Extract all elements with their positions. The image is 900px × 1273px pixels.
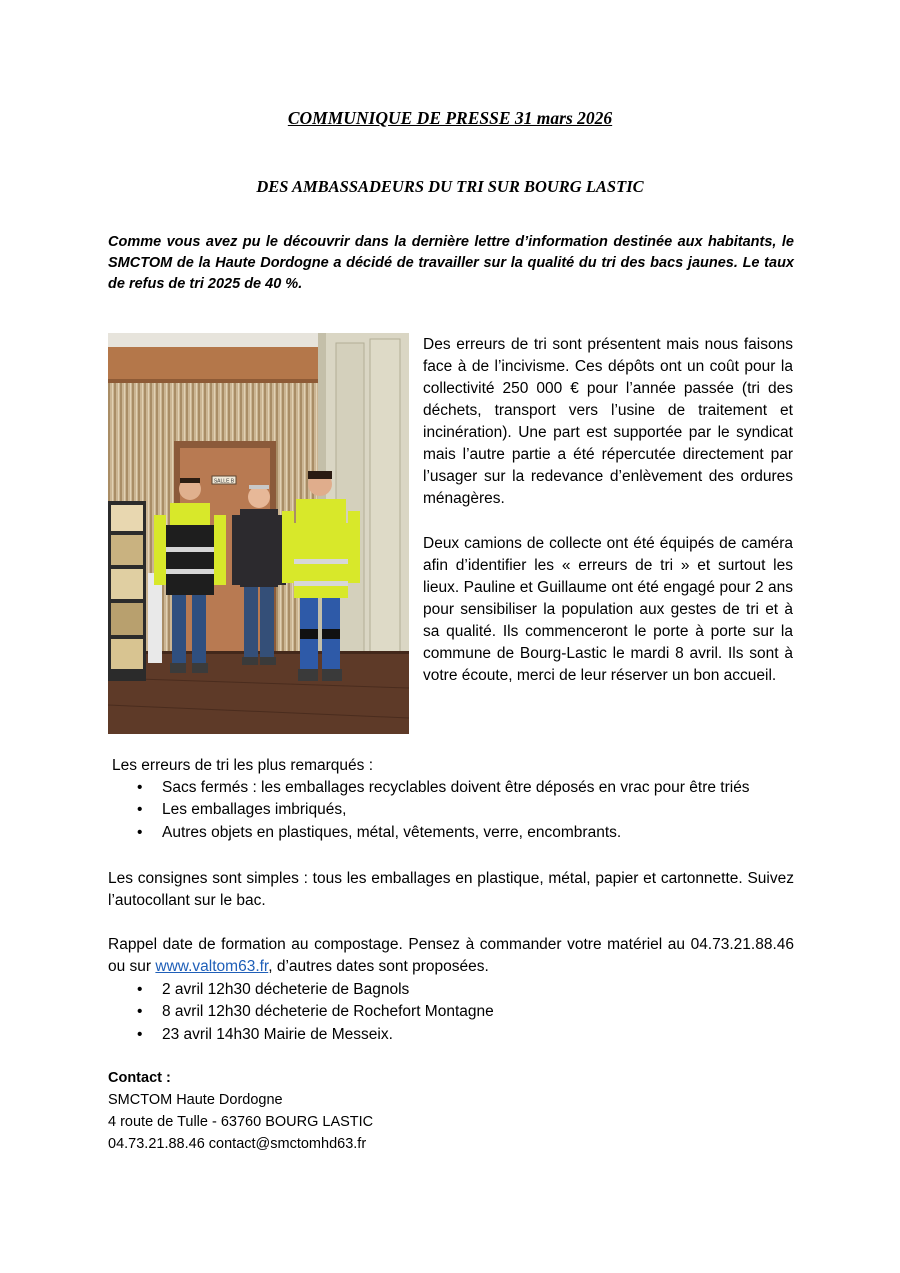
bullet-icon: • <box>137 1025 143 1043</box>
rappel-paragraph: Rappel date de formation au compostage. Pensez à commander votre matériel au 04.73.21.88.46 ou sur www.valtom63.fr, d’autres dates sont proposées. <box>108 936 794 976</box>
bullet-icon: • <box>137 981 143 998</box>
contact-block <box>108 1067 373 1155</box>
body-paragraph-costs: Des erreurs de tri sont présentent mais nous faisons face à de l’incivisme. Ces dépôts ont un coût pour la collectivité 250 000 € pour l’année passée (tri des déchets, transport vers l’usine de traitement et incinération). Une part est supportée par le syndicat mais l’autre partie a été répercutée directement par l’usager sur la redevance d’enlèvement des ordures ménagères. <box>423 336 793 507</box>
list-item: • 8 avril 12h30 décheterie de Rochefort Montagne <box>108 1001 494 1023</box>
door-sign-text: SALLE B <box>213 478 235 485</box>
dates-list <box>108 979 494 1046</box>
contact-phone-email: 04.73.21.88.46 contact@smctomhd63.fr <box>108 1136 367 1152</box>
consignes-paragraph: Les consignes sont simples : tous les emballages en plastique, métal, papier et cartonnette. Suivez l’autocollant sur le bac. <box>108 870 794 910</box>
page-subtitle: DES AMBASSADEURS DU TRI SUR BOURG LASTIC <box>256 177 644 196</box>
bullet-icon: • <box>137 1003 143 1021</box>
list-item: • Sacs fermés : les emballages recyclables doivent être déposés en vrac pour être triés <box>108 777 750 799</box>
errors-heading: Les erreurs de tri les plus remarqués : <box>112 757 374 774</box>
body-paragraph-ambassadors: Deux camions de collecte ont été équipés de caméra afin d’identifier les « erreurs de tri » et surtout les lieux. Pauline et Guillaume ont été engagé pour 2 ans pour sensibiliser la population aux gestes de tri et à sa qualité. Ils commenceront le porte à porte sur la commune de Bourg-Lastic le mardi 8 avril. Ils sont à votre écoute, merci de leur réserver un bon accueil. <box>423 535 793 684</box>
list-item: • Les emballages imbriqués, <box>108 799 750 821</box>
bullet-icon: • <box>137 823 143 841</box>
errors-list <box>108 777 750 844</box>
contact-address: 4 route de Tulle - 63760 BOURG LASTIC <box>108 1114 374 1130</box>
bullet-icon: • <box>137 801 143 819</box>
contact-org: SMCTOM Haute Dordogne <box>108 1092 283 1108</box>
intro-paragraph: Comme vous avez pu le découvrir dans la dernière lettre d’information destinée aux habitants, le SMCTOM de la Haute Dordogne a décidé de travailler sur la qualité du tri des bacs jaunes. Le taux de refus de tri 2025 de 40 %. <box>108 234 794 292</box>
list-item: • 23 avril 14h30 Mairie de Messeix. <box>108 1024 494 1046</box>
bullet-icon: • <box>137 779 143 796</box>
page-title: COMMUNIQUE DE PRESSE 31 mars 2026 <box>287 108 613 128</box>
team-photo <box>108 333 409 734</box>
contact-label: Contact : <box>108 1070 171 1086</box>
list-item: • 2 avril 12h30 décheterie de Bagnols <box>108 979 494 1001</box>
valtom-link[interactable]: www.valtom63.fr <box>155 958 269 976</box>
list-item: • Autres objets en plastiques, métal, vêtements, verre, encombrants. <box>108 822 750 844</box>
